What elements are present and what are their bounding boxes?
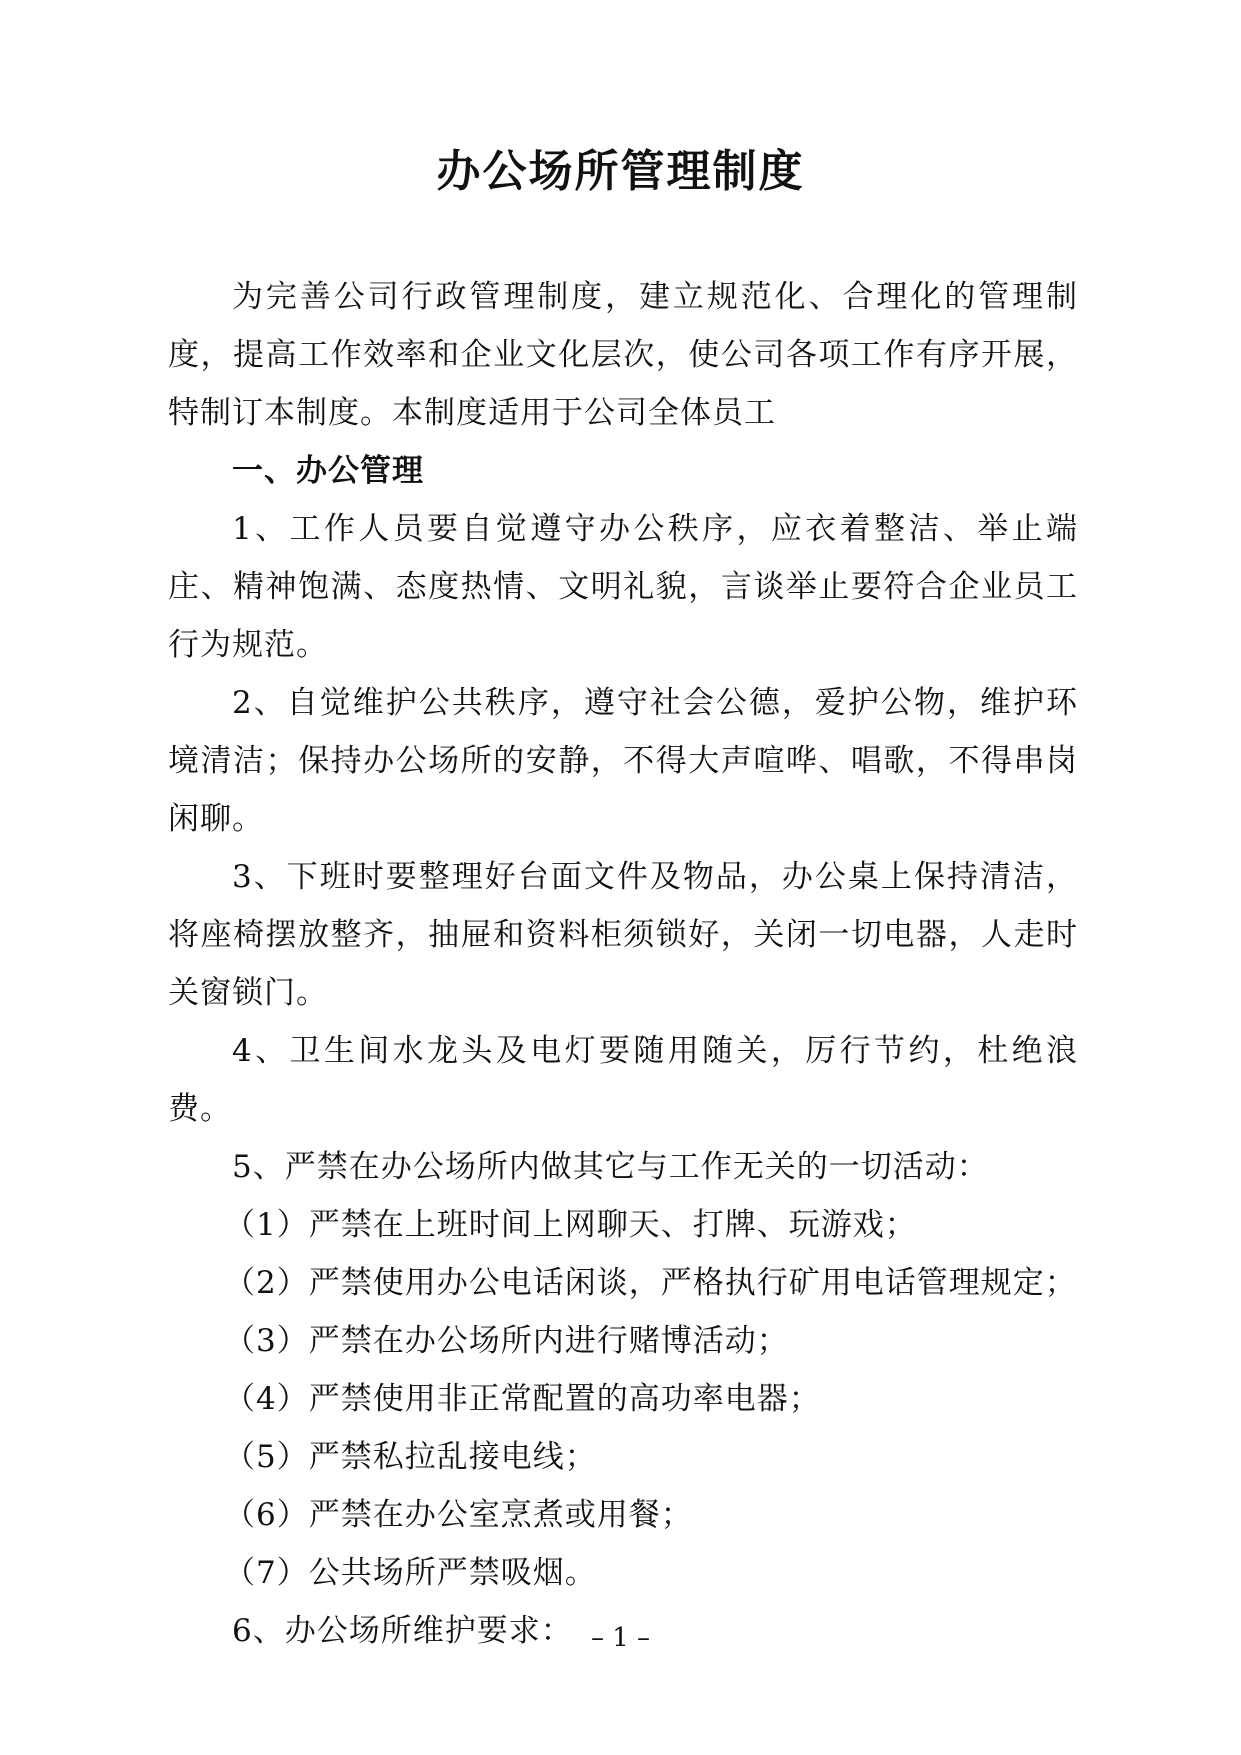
sub-rule-7: （7）公共场所严禁吸烟。: [224, 1555, 597, 1591]
section-heading-office-management: 一、办公管理: [232, 453, 424, 489]
page-number: – 1 –: [590, 1623, 651, 1653]
rule-item-3: 3、下班时要整理好台面文件及物品，办公桌上保持清洁，将座椅摆放整齐，抽屉和资料柜须锁好，关闭一切电器，人走时关窗锁门。: [168, 859, 1078, 1011]
sub-rule-3: （3）严禁在办公场所内进行赌博活动；: [224, 1323, 789, 1359]
document-body: [168, 268, 1078, 1660]
rule-item-6: 6、办公场所维护要求：: [232, 1613, 573, 1649]
intro-paragraph: 为完善公司行政管理制度，建立规范化、合理化的管理制度，提高工作效率和企业文化层次，使公司各项工作有序开展，特制订本制度。本制度适用于公司全体员工: [168, 279, 1078, 431]
sub-rule-6: （6）严禁在办公室烹煮或用餐；: [224, 1497, 693, 1533]
rule-item-5: 5、严禁在办公场所内做其它与工作无关的一切活动：: [232, 1149, 989, 1185]
sub-rule-2: （2）严禁使用办公电话闲谈，严格执行矿用电话管理规定；: [224, 1265, 1077, 1301]
sub-rule-5: （5）严禁私拉乱接电线；: [224, 1439, 597, 1475]
sub-rule-4: （4）严禁使用非正常配置的高功率电器；: [224, 1381, 821, 1417]
rule-item-1: 1、工作人员要自觉遵守办公秩序，应衣着整洁、举止端庄、精神饱满、态度热情、文明礼貌，言谈举止要符合企业员工行为规范。: [168, 511, 1078, 663]
document-title: 办公场所管理制度: [436, 146, 805, 197]
sub-rule-1: （1）严禁在上班时间上网聊天、打牌、玩游戏；: [224, 1207, 917, 1243]
rule-item-2: 2、自觉维护公共秩序，遵守社会公德，爱护公物，维护环境清洁；保持办公场所的安静，不得大声喧哗、唱歌，不得串岗闲聊。: [168, 685, 1078, 837]
rule-item-4: 4、卫生间水龙头及电灯要随用随关，厉行节约，杜绝浪费。: [168, 1033, 1078, 1127]
